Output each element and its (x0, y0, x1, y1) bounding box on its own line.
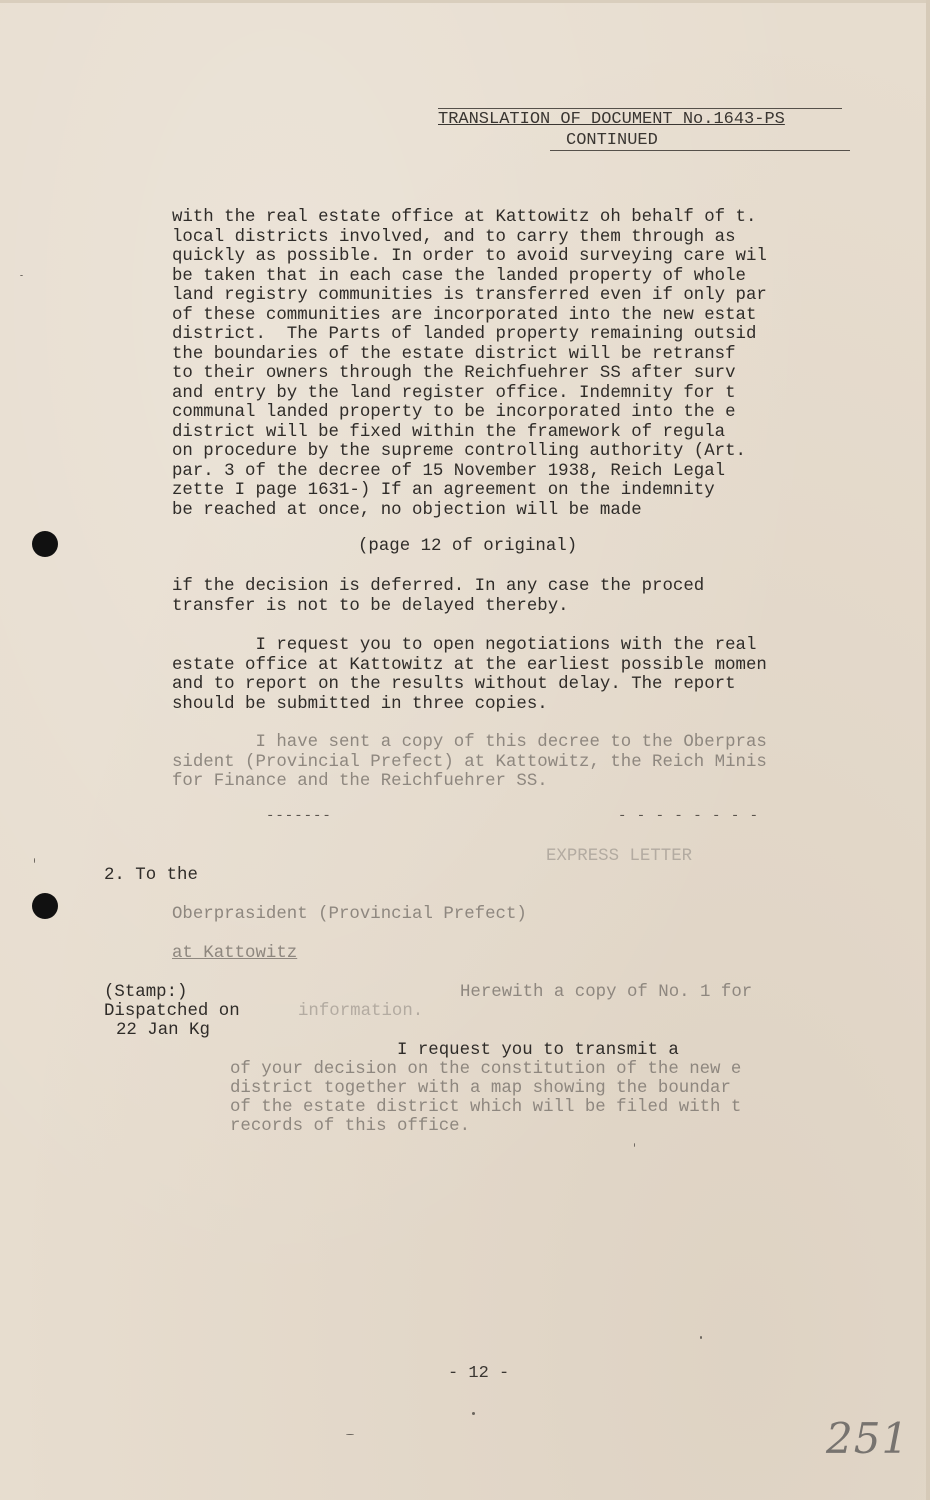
body-line: communal landed property to be incorporated into the e (172, 403, 736, 422)
body-line: quickly as possible. In order to avoid surveying care wil (172, 247, 767, 266)
sent-line: I have sent a copy of this decree to the Oberpras (172, 733, 767, 752)
address-item: 2. To the (104, 866, 198, 885)
continuation-line: transfer is not to be delayed thereby. (172, 596, 569, 616)
paper-speck (700, 1336, 702, 1339)
final-line: of the estate district which will be filed with t (230, 1098, 742, 1117)
final-line: district together with a map showing the boundar (230, 1079, 731, 1098)
request-line: I request you to open negotiations with the real (172, 636, 757, 655)
body-line: with the real estate office at Kattowitz oh behalf of t. (172, 208, 757, 227)
paper-speck (34, 858, 35, 863)
final-line: records of this office. (230, 1117, 471, 1136)
express-letter-heading: EXPRESS LETTER (546, 847, 693, 866)
body-line: on procedure by the supreme controlling authority (Art. (172, 442, 746, 461)
right-edge (926, 0, 930, 1500)
punch-hole-top (32, 531, 58, 557)
body-line: zette I page 1631-) If an agreement on the indemnity (172, 481, 715, 500)
handwritten-folio-number: 251 (826, 1414, 910, 1463)
stamp-label: (Stamp:) (104, 983, 188, 1002)
body-line: be taken that in each case the landed property of whole (172, 266, 746, 286)
page-reference: (page 12 of original) (358, 537, 578, 556)
separator-right: - - - - - - - - (618, 808, 760, 824)
header-rule-top (438, 108, 842, 109)
body-line: district. The Parts of landed property remaining outsid (172, 325, 757, 344)
request-line: should be submitted in three copies. (172, 694, 548, 714)
note-line: Herewith a copy of No. 1 for (460, 983, 753, 1002)
header-rule-bottom (550, 150, 850, 151)
request-line: estate office at Kattowitz at the earliest possible momen (172, 655, 767, 675)
page-number: - 12 - (448, 1364, 510, 1383)
body-line: local districts involved, and to carry them through as (172, 227, 736, 247)
body-line: the boundaries of the estate district will be retransf (172, 344, 736, 364)
paper-speck (472, 1412, 475, 1415)
paper-speck (20, 275, 23, 276)
sent-line: sident (Provincial Prefect) at Kattowitz, the Reich Minis (172, 752, 767, 772)
address-recipient: Oberprasident (Provincial Prefect) (172, 905, 527, 924)
note-line: information. (298, 1002, 424, 1021)
punch-hole-bottom (32, 893, 58, 919)
paper-speck (634, 1143, 635, 1147)
address-place: at Kattowitz (172, 944, 298, 963)
separator-left: ------- (266, 808, 332, 824)
final-line: of your decision on the constitution of the new e (230, 1060, 742, 1079)
stamp-dispatched: Dispatched on (104, 1002, 240, 1021)
top-edge (0, 0, 930, 3)
body-line: district will be fixed within the framework of regula (172, 422, 726, 442)
document-subtitle: CONTINUED (566, 131, 658, 150)
final-line: I request you to transmit a (230, 1041, 679, 1060)
stamp-date: 22 Jan Kg (116, 1021, 210, 1040)
sent-line: for Finance and the Reichfuehrer SS. (172, 772, 548, 791)
request-line: and to report on the results without delay. The report (172, 675, 736, 694)
body-line: be reached at once, no objection will be made (172, 500, 642, 520)
paper-speck (346, 1434, 354, 1435)
document-title: TRANSLATION OF DOCUMENT No.1643-PS (438, 110, 785, 129)
continuation-line: if the decision is deferred. In any case the proced (172, 577, 705, 596)
body-line: par. 3 of the decree of 15 November 1938, Reich Legal (172, 461, 726, 481)
body-line: to their owners through the Reichfuehrer SS after surv (172, 364, 736, 383)
body-line: land registry communities is transferred even if only par (172, 286, 767, 305)
body-line: of these communities are incorporated into the new estat (172, 305, 757, 325)
body-line: and entry by the land register office. Indemnity for t (172, 383, 736, 403)
